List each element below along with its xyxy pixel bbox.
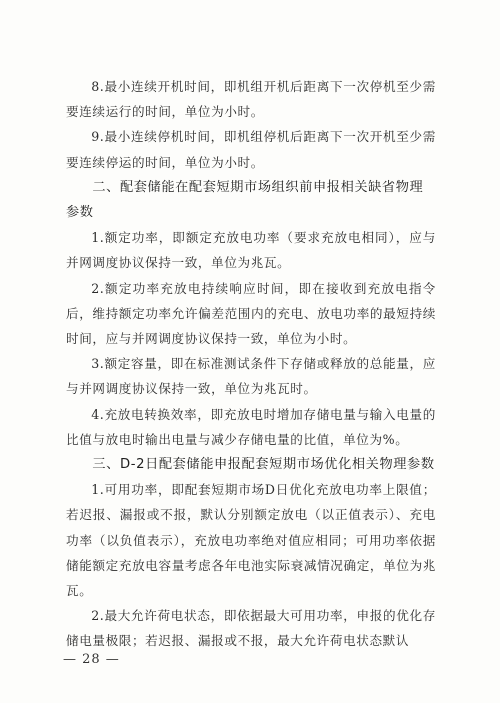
paragraph-available-power: 1.可用功率，即配套短期市场D日优化充放电功率上限值；若迟报、漏报或不报，默认分别额定放电（以正值表示）、充电功率（以负值表示），充放电功率绝对值应相同；可用功率依据储能额定充放电容量考虑各年电池实际衰减情况确定，单位为兆瓦。: [66, 482, 436, 599]
paragraph-conversion-efficiency: 4.充放电转换效率，即充放电时增加存储电量与输入电量的比值与放电时输出电量与减少存储电量的比值，单位为%。: [66, 406, 436, 447]
document-body: [66, 74, 436, 654]
section-heading-3: 三、D-2日配套储能申报配套短期市场优化相关物理参数: [92, 457, 435, 473]
paragraph-item-9: 9.最小连续停机时间，即机组停机后距离下一次开机至少需要连续停运的时间，单位为小时。: [66, 129, 436, 170]
section-heading-2: 二、配套储能在配套短期市场组织前申报相关缺省物理参数: [66, 179, 424, 221]
paragraph-rated-power: 1.额定功率，即额定充放电功率（要求充放电相同），应与并网调度协议保持一致，单位为兆瓦。: [66, 230, 436, 271]
paragraph-item-8: 8.最小连续开机时间，即机组开机后距离下一次停机至少需要连续运行的时间，单位为小时。: [66, 79, 436, 120]
paragraph-rated-capacity: 3.额定容量，即在标准测试条件下存储或释放的总能量，应与并网调度协议保持一致，单位为兆瓦时。: [66, 356, 436, 397]
paragraph-max-soc: 2.最大允许荷电状态，即依据最大可用功率，申报的优化存储电量极限；若迟报、漏报或不报，最大允许荷电状态默认: [66, 608, 436, 649]
page-number: — 28 —: [63, 652, 120, 667]
paragraph-response-time: 2.额定功率充放电持续响应时间，即在接收到充放电指令后，维持额定功率允许偏差范围内的充电、放电功率的最短持续时间，应与并网调度协议保持一致，单位为小时。: [66, 280, 436, 347]
